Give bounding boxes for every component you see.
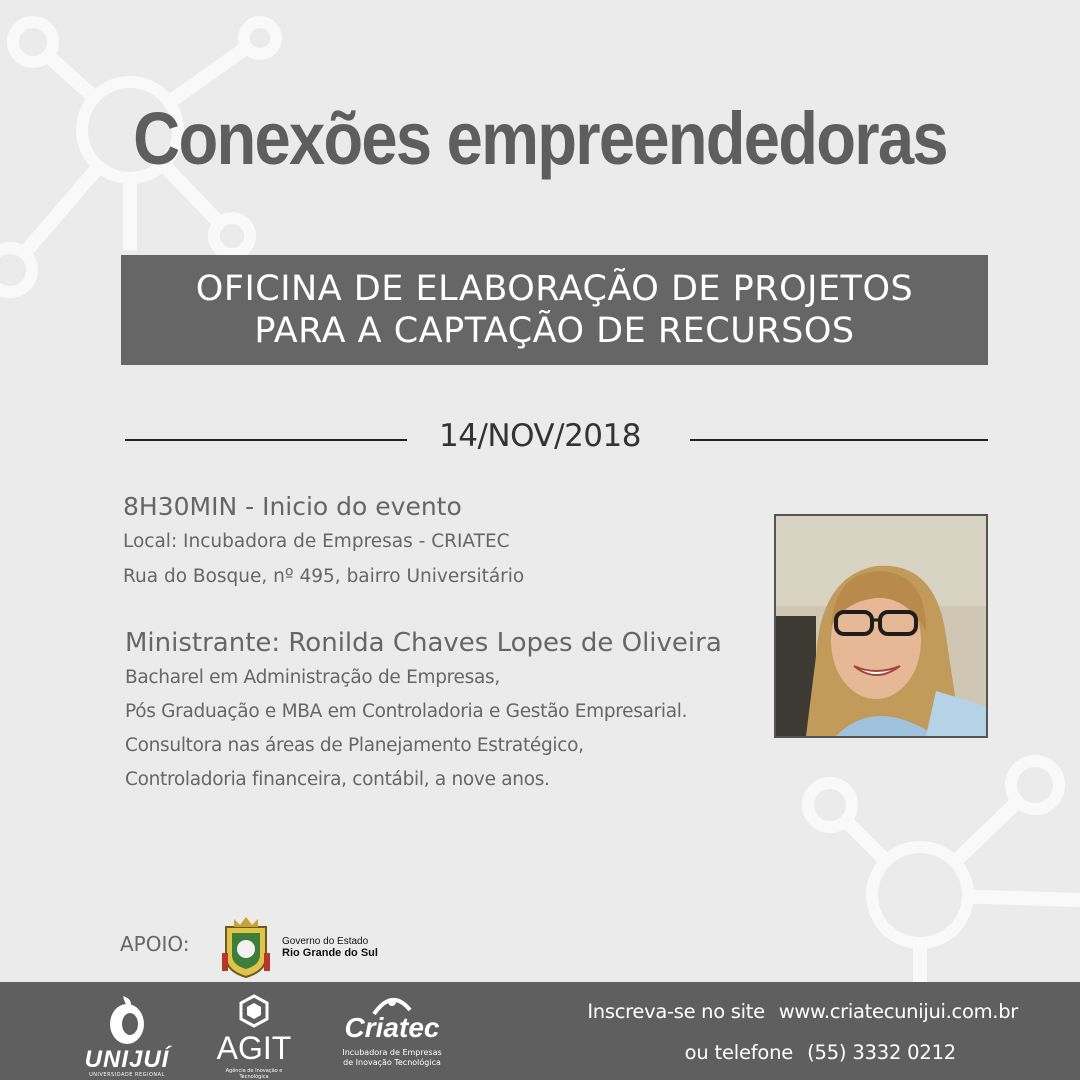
speaker-bio-line: Consultora nas áreas de Planejamento Estratégico, — [125, 735, 584, 756]
criatec-sub-line-2: de Inovação Tecnológica — [343, 1058, 441, 1067]
banner-line-2: PARA A CAPTAÇÃO DE RECURSOS — [254, 311, 855, 351]
criatec-logo — [336, 994, 448, 1074]
phone-line — [685, 1041, 956, 1064]
banner-line-1: OFICINA DE ELABORAÇÃO DE PROJETOS — [195, 269, 914, 309]
phone-number[interactable]: (55) 3332 0212 — [807, 1041, 956, 1064]
date-divider-right — [690, 439, 988, 441]
phone-label: ou telefone — [684, 1041, 794, 1064]
speaker-bio-line: Controladoria financeira, contábil, a nove anos. — [125, 769, 550, 790]
agit-sub: Agência de Inovação e Tecnológica — [225, 1068, 283, 1080]
speaker-name: Ministrante: Ronilda Chaves Lopes de Oliveira — [125, 628, 722, 658]
date-divider-left — [125, 439, 407, 441]
agit-name: AGIT — [216, 1030, 292, 1066]
speaker-photo — [774, 514, 988, 738]
speaker-bio-line: Bacharel em Administração de Empresas, — [125, 667, 500, 688]
event-info — [123, 490, 524, 594]
event-local: Local: Incubadora de Empresas - CRIATEC — [123, 531, 510, 552]
state-crest-icon — [218, 913, 274, 981]
event-date: 14/NOV/2018 — [439, 418, 641, 454]
footer — [0, 982, 1080, 1080]
criatec-sub — [336, 1048, 448, 1068]
apoio-label: APOIO: — [120, 932, 190, 956]
gov-line-1: Governo do Estado — [282, 936, 369, 947]
unijui-emblem-icon — [107, 994, 147, 1046]
agit-emblem-icon — [238, 994, 270, 1028]
signup-line — [587, 1000, 1018, 1023]
page-title: Conexões empreendedoras — [133, 97, 947, 180]
gov-line-2: Rio Grande do Sul — [282, 947, 378, 959]
criatec-name: Criatec — [344, 1012, 440, 1043]
unijui-logo — [80, 992, 174, 1076]
date-row — [125, 418, 988, 462]
criatec-sub-line-1: Incubadora de Empresas — [342, 1048, 442, 1057]
speaker-info — [125, 625, 722, 797]
agit-logo — [212, 992, 296, 1080]
event-time: 8H30MIN - Inicio do evento — [123, 492, 462, 521]
speaker-bio-line: Pós Graduação e MBA em Controladoria e Gestão Empresarial. — [125, 701, 688, 722]
unijui-name: UNIJUÍ — [84, 1046, 170, 1073]
signup-label: Inscreva-se no site — [587, 1000, 765, 1023]
event-address: Rua do Bosque, nº 495, bairro Universitário — [123, 566, 525, 587]
gov-rs-logo — [282, 936, 378, 960]
workshop-banner — [121, 255, 988, 365]
unijui-sub: UNIVERSIDADE REGIONAL — [89, 1072, 165, 1078]
site-link[interactable]: www.criatecunijui.com.br — [778, 1000, 1018, 1023]
